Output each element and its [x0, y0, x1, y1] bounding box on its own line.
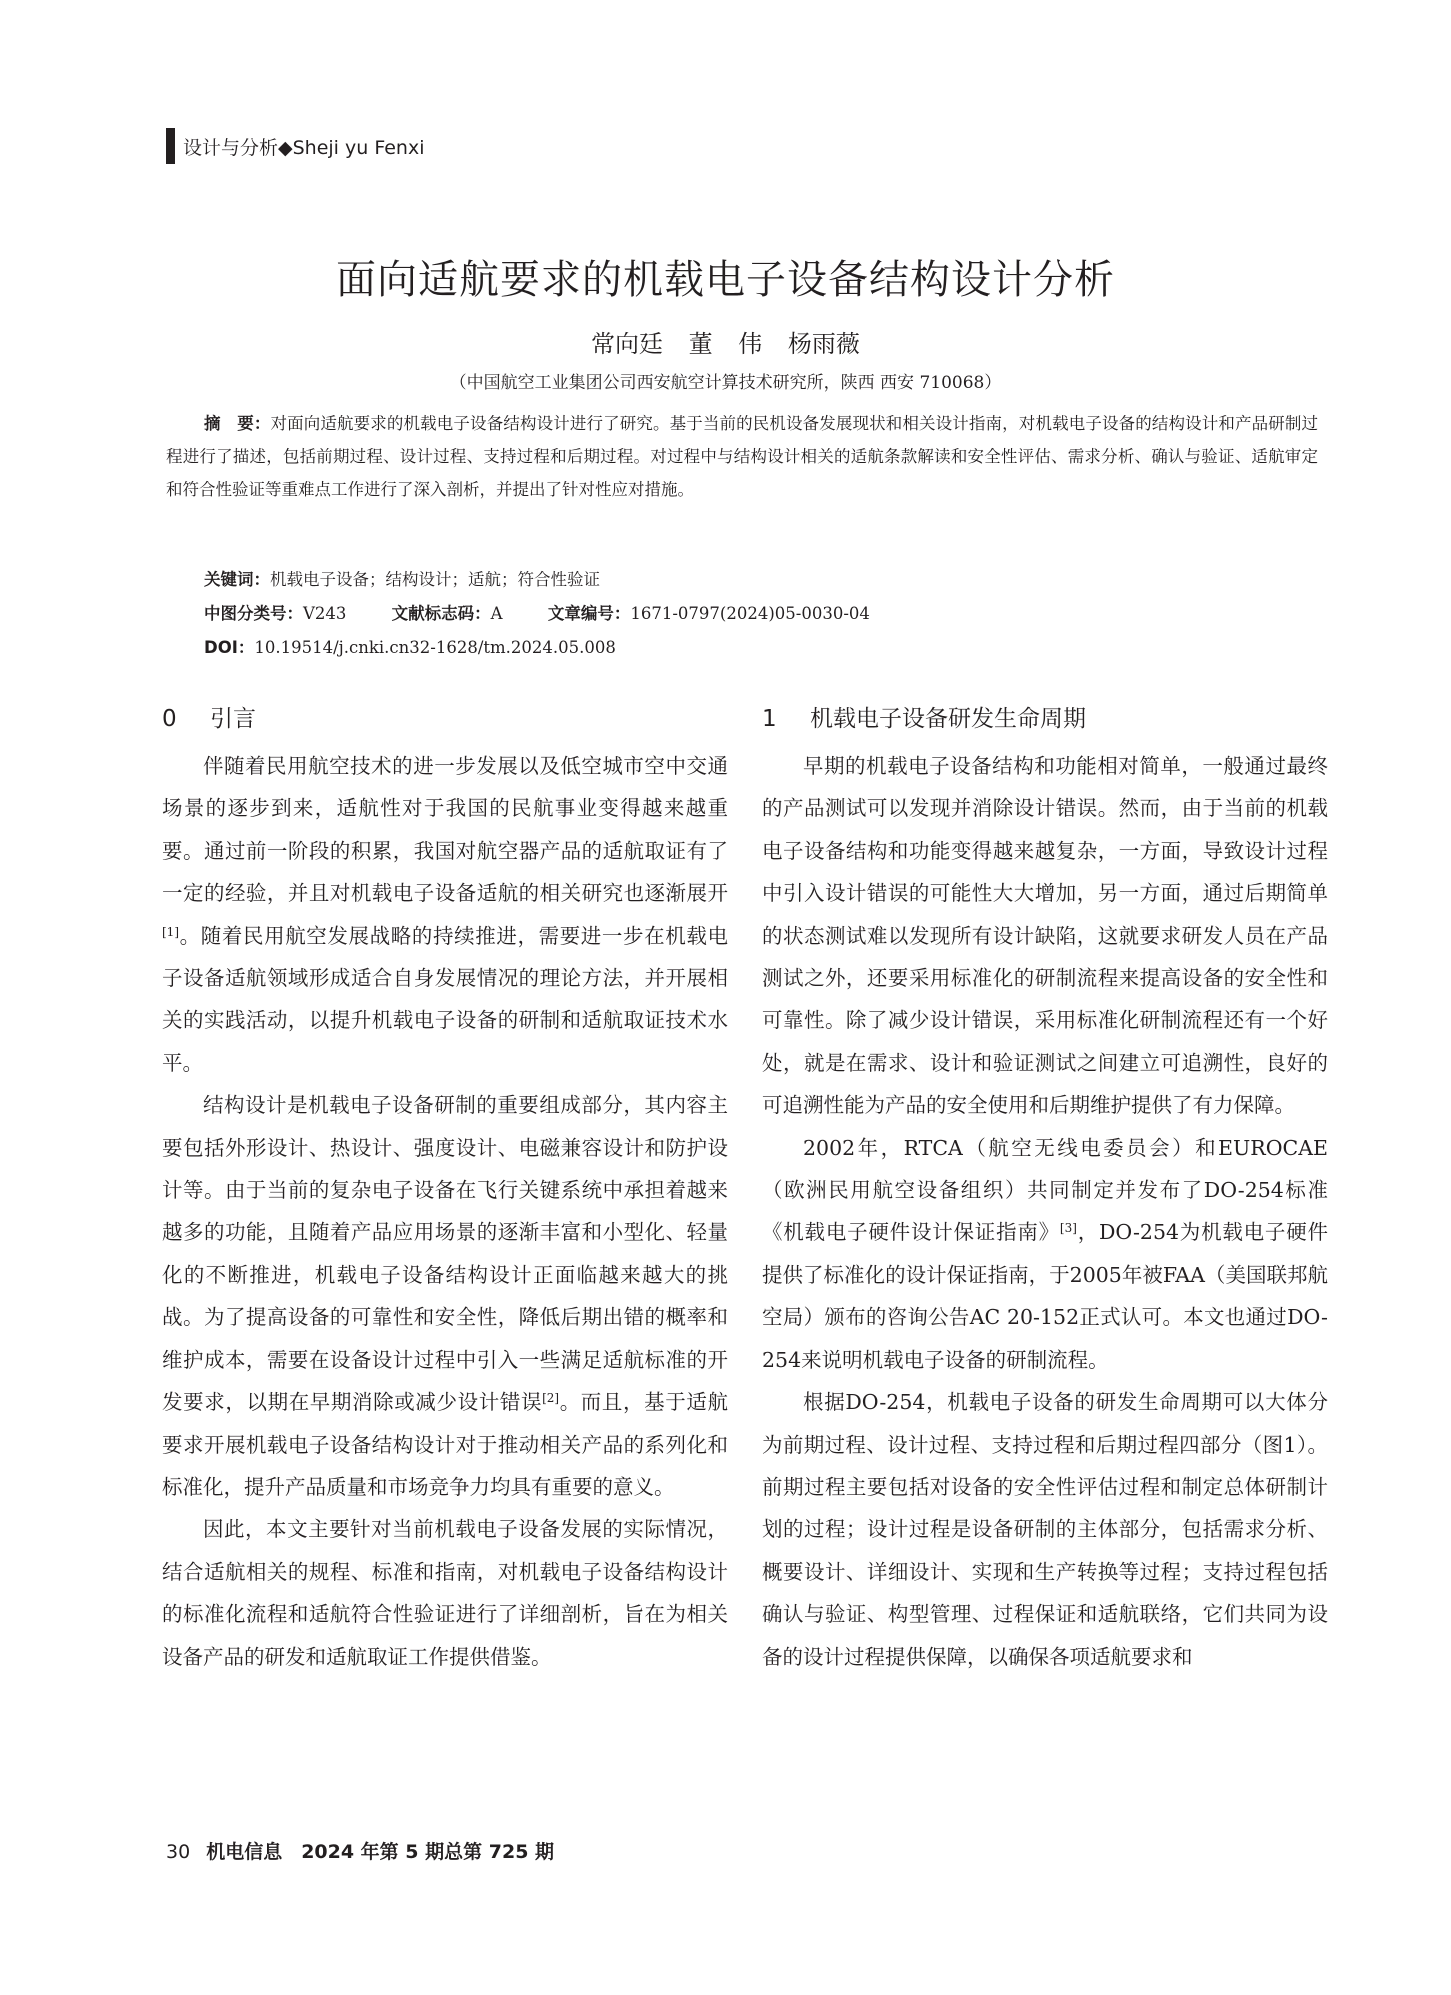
- article-number-label: 文章编号：: [547, 604, 631, 623]
- doi-value: 10.19514/j.cnki.cn32-1628/tm.2024.05.008: [254, 638, 616, 657]
- paragraph: [162, 1084, 728, 1508]
- header-bar: [166, 128, 175, 164]
- running-header: [166, 128, 424, 164]
- keywords-label: 关键词：: [204, 570, 270, 589]
- paragraph-text: 结构设计是机载电子设备研制的重要组成部分，其内容主要包括外形设计、热设计、强度设计、电磁兼容设计和防护设计等。由于当前的复杂电子设备在飞行关键系统中承担着越来越多的功能，且随着产品应用场景的逐渐丰富和小型化、轻量化的不断推进，机载电子设备结构设计正面临越来越大的挑战。为了提高设备的可靠性和安全性，降低后期出错的概率和维护成本，需要在设备设计过程中引入一些满足适航标准的开发要求，以期在早期消除或减少设计错误: [162, 1093, 728, 1415]
- doi-label: DOI：: [204, 638, 255, 657]
- paragraph: [762, 1127, 1328, 1381]
- section-heading-lifecycle: [762, 698, 1328, 740]
- section-title: 引言: [210, 706, 256, 732]
- citation: [1]: [162, 924, 179, 939]
- authors: 常向廷 董 伟 杨雨薇: [591, 330, 860, 358]
- keywords-line: [204, 566, 600, 590]
- paragraph-text: ，DO-254为机载电子硬件提供了标准化的设计保证指南，于2005年被FAA（美国联邦航空局）颁布的咨询公告AC 20-152正式认可。本文也通过DO-254来说明机载电子设备的研制流程。: [762, 1220, 1328, 1372]
- paragraph-text: 2002年，RTCA（航空无线电委员会）和EUROCAE（欧洲民用航空设备组织）共同制定并发布了DO-254标准《机载电子硬件设计保证指南》: [762, 1135, 1328, 1245]
- journal-issue: 机电信息 2024 年第 5 期总第 725 期: [206, 1841, 555, 1863]
- keywords-text: 机载电子设备；结构设计；适航；符合性验证: [270, 570, 600, 589]
- page-footer: [166, 1837, 554, 1864]
- article-number-value: 1671-0797(2024)05-0030-04: [630, 604, 870, 623]
- right-column: [762, 698, 1328, 1678]
- section-number: 1: [762, 706, 777, 732]
- paragraph: 根据DO-254，机载电子设备的研发生命周期可以大体分为前期过程、设计过程、支持过程和后期过程四部分（图1）。前期过程主要包括对设备的安全性评估过程和制定总体研制计划的过程；设计过程是设备研制的主体部分，包括需求分析、概要设计、详细设计、实现和生产转换等过程；支持过程包括确认与验证、构型管理、过程保证和适航联络，它们共同为设备的设计过程提供保障，以确保各项适航要求和: [762, 1390, 1328, 1669]
- paragraph-text: 。随着民用航空发展战略的持续推进，需要进一步在机载电子设备适航领域形成适合自身发展情况的理论方法，并开展相关的实践活动，以提升机载电子设备的研制和适航取证技术水平。: [162, 923, 728, 1075]
- abstract-text: 对面向适航要求的机载电子设备结构设计进行了研究。基于当前的民机设备发展现状和相关设计指南，对机载电子设备的结构设计和产品研制过程进行了描述，包括前期过程、设计过程、支持过程和后期过程。对过程中与结构设计相关的适航条款解读和安全性评估、需求分析、确认与验证、适航审定和符合性验证等重难点工作进行了深入剖析，并提出了针对性应对措施。: [166, 414, 1319, 499]
- clc-value: V243: [303, 604, 347, 623]
- paragraph: [162, 745, 728, 1084]
- citation: [2]: [542, 1391, 560, 1406]
- paragraph-text: 伴随着民用航空技术的进一步发展以及低空城市空中交通场景的逐步到来，适航性对于我国的民航事业变得越来越重要。通过前一阶段的积累，我国对航空器产品的适航取证有了一定的经验，并且对机载电子设备适航的相关研究也逐渐展开: [162, 754, 728, 906]
- paragraph: 因此，本文主要针对当前机载电子设备发展的实际情况，结合适航相关的规程、标准和指南，对机载电子设备结构设计的标准化流程和适航符合性验证进行了详细剖析，旨在为相关设备产品的研发和适航取证工作提供借鉴。: [162, 1517, 728, 1669]
- clc-label: 中图分类号：: [204, 604, 303, 623]
- affiliation: （中国航空工业集团公司西安航空计算技术研究所，陕西 西安 710068）: [449, 373, 1002, 393]
- doi-line: [204, 634, 616, 658]
- section-number: 0: [162, 706, 177, 732]
- section-heading-introduction: [162, 698, 728, 740]
- abstract: [166, 407, 1318, 506]
- paragraph: 早期的机载电子设备结构和功能相对简单，一般通过最终的产品测试可以发现并消除设计错误。然而，由于当前的机载电子设备结构和功能变得越来越复杂，一方面，导致设计过程中引入设计错误的可能性大大增加，另一方面，通过后期简单的状态测试难以发现所有设计缺陷，这就要求研发人员在产品测试之外，还要采用标准化的研制流程来提高设备的安全性和可靠性。除了减少设计错误，采用标准化研制流程还有一个好处，就是在需求、设计和验证测试之间建立可追溯性，良好的可追溯性能为产品的安全使用和后期维护提供了有力保障。: [762, 754, 1328, 1118]
- article-title: 面向适航要求的机载电子设备结构设计分析: [336, 257, 1115, 303]
- citation: [3]: [1059, 1221, 1077, 1236]
- page-number: 30: [166, 1841, 191, 1863]
- header-section-label: 设计与分析◆Sheji yu Fenxi: [183, 136, 425, 159]
- doc-code-label: 文献标志码：: [391, 604, 491, 623]
- paragraph-text: 。而且，基于适航要求开展机载电子设备结构设计对于推动相关产品的系列化和标准化，提升产品质量和市场竞争力均具有重要的意义。: [162, 1390, 729, 1499]
- left-column: [162, 698, 728, 1678]
- classification-line: [204, 600, 870, 624]
- abstract-label: 摘 要：: [204, 414, 271, 433]
- section-title: 机载电子设备研发生命周期: [810, 706, 1086, 732]
- doc-code-value: A: [490, 604, 503, 623]
